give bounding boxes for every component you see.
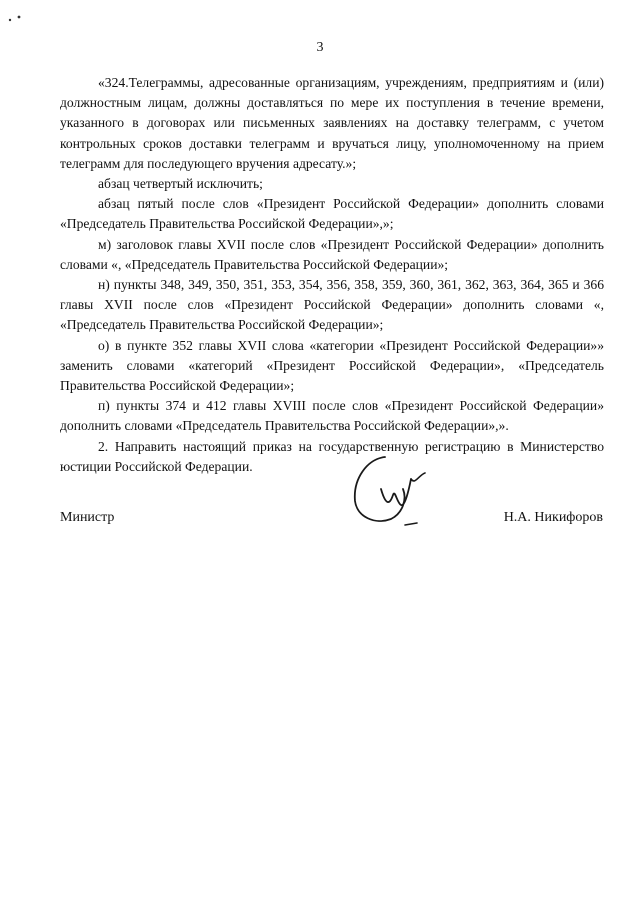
signatory-title: Министр	[60, 510, 115, 525]
paragraph-324: «324.Телеграммы, адресованные организациям, учреждениям, предприятиям и (или) должностным лицам, должны доставляться по мере их поступления в течение времени, указанного в договорах или письменных заявлениях на доставку телеграмм, с учетом контрольных сроков доставки телеграмм и вручаться лицу, уполномоченному на прием телеграмм для последующего вручения адресату.»;	[60, 75, 604, 171]
scan-artifact-mark	[8, 14, 22, 22]
paragraph-paragraph-four-removal: абзац четвертый исключить;	[98, 176, 263, 192]
paragraph-item-m: м) заголовок главы XVII после слов «Президент Российской Федерации» дополнить словами «, «Председатель Правительства Российской Федерации»;	[60, 236, 604, 272]
paragraph-paragraph-five-addition: абзац пятый после слов «Президент Российской Федерации» дополнить словами «Председатель Правительства Российской Федерации»,»;	[60, 196, 604, 232]
paragraph-registration: 2. Направить настоящий приказ на государственную регистрацию в Министерство юстиции Российской Федерации.	[60, 438, 604, 474]
page-number: 3	[316, 40, 324, 55]
paragraph-item-p: п) пункты 374 и 412 главы XVIII после слов «Президент Российской Федерации» дополнить словами «Председатель Правительства Российской Федерации»,».	[60, 398, 604, 434]
handwritten-signature	[345, 445, 435, 535]
signatory-name: Н.А. Никифоров	[503, 510, 603, 525]
paragraph-item-n: н) пункты 348, 349, 350, 351, 353, 354, 356, 358, 359, 360, 361, 362, 363, 364, 365 и 366 главы XVII после слов «Президент Российской Федерации» дополнить словами «, «Председатель Правительства Российской Федерации»;	[60, 277, 604, 333]
document-body	[60, 73, 604, 477]
paragraph-item-o: о) в пункте 352 главы XVII слова «категории «Президент Российской Федерации»» заменить словами «категорий «Президент Российской Федерации», «Председатель Правительства Российской Федерации»;	[60, 337, 604, 394]
